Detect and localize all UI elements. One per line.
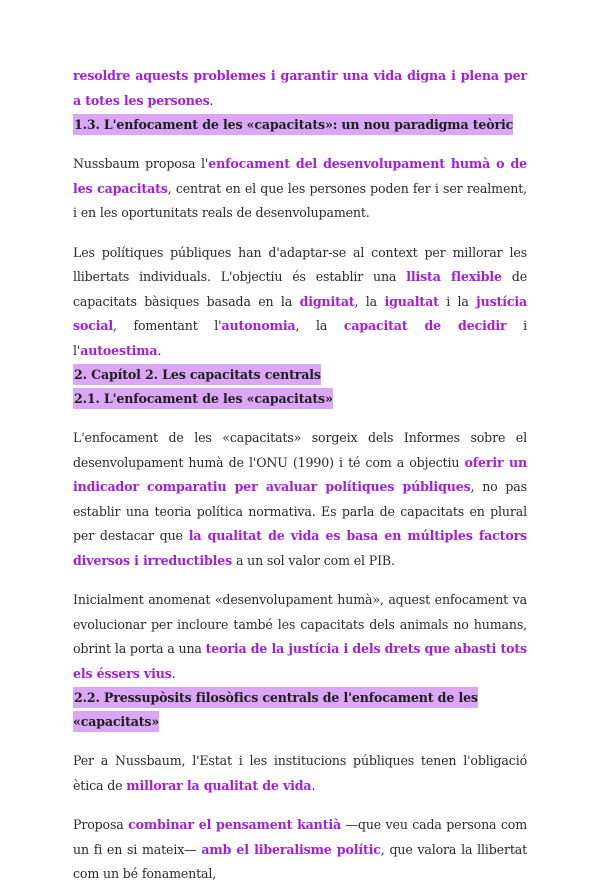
highlighted-text: millorar la qualitat de vida <box>126 777 312 793</box>
paragraph-text: L'enfocament de les «capacitats» sorgeix dels Informes sobre el desenvolupament humà de l'ONU (1990) i té com a objectiu <box>73 430 527 470</box>
paragraph-human-development <box>73 588 527 686</box>
heading-text: 2.2. Pressupòsits filosòfics centrals de l'enfocament de les «capacitats» <box>73 687 478 732</box>
highlighted-text: dignitat <box>299 293 355 309</box>
paragraph-capabilities-origin <box>73 426 527 573</box>
paragraph-state-obligation <box>73 749 527 798</box>
paragraph-text: —que veu cada persona com un fi en si mateix— <box>73 817 528 857</box>
paragraph-text: Per a Nussbaum, l'Estat i les institucions públiques tenen l'obligació ètica de <box>73 753 527 793</box>
paragraph-text: i la <box>438 293 477 309</box>
section-heading-1-3 <box>73 113 527 137</box>
paragraph-text: . <box>311 777 316 793</box>
paragraph-public-policies <box>73 241 527 364</box>
highlighted-text: autonomia <box>221 318 296 333</box>
paragraph-intro-continuation <box>73 64 527 113</box>
paragraph-kantian-liberalism <box>73 813 527 887</box>
paragraph-text: i l' <box>73 318 528 358</box>
heading-text: 2.1. L'enfocament de les «capacitats» <box>73 388 333 409</box>
paragraph-text: , la <box>295 318 344 333</box>
highlighted-text: justícia social <box>73 293 527 333</box>
highlighted-text: igualtat <box>384 293 439 309</box>
paragraph-text: , fomentant l' <box>113 318 222 333</box>
paragraph-text: . <box>209 92 214 108</box>
paragraph-text: , que valora la llibertat com un bé fonamental, <box>73 841 528 881</box>
paragraph-text: . <box>157 342 162 358</box>
highlighted-text: autoestima <box>80 342 158 358</box>
paragraph-text: , la <box>354 293 385 309</box>
highlighted-text: amb el liberalisme polític <box>201 841 381 857</box>
highlighted-text: oferir un indicador comparatiu per avaluar polítiques públiques <box>73 454 528 494</box>
section-heading-2-2 <box>73 686 527 734</box>
highlighted-text: enfocament del desenvolupament humà o de les capacitats <box>73 156 527 196</box>
highlighted-text: teoria de la justícia i dels drets que abasti tots els éssers vius <box>73 641 527 681</box>
highlighted-text: combinar el pensament kantià <box>128 817 341 832</box>
paragraph-text: , centrat en el que les persones poden fer i ser realment, i en les oportunitats reals de desenvolupament. <box>73 180 527 220</box>
paragraph-text: Les polítiques públiques han d'adaptar-se al context per millorar les llibertats individuals. L'objectiu és establir una <box>73 244 527 284</box>
paragraph-text: , no pas establir una teoria política normativa. Es parla de capacitats en plural per destacar que <box>73 479 527 543</box>
paragraph-text: Inicialment anomenat «desenvolupament humà», aquest enfocament va evolucionar per incloure també les capacitats dels animals no humans, obrint la porta a una <box>73 592 527 656</box>
paragraph-text: Proposa <box>73 817 129 832</box>
highlighted-text: resoldre aquests problemes i garantir una vida digna i plena per a totes les persones <box>73 68 527 108</box>
heading-text: 2. Capítol 2. Les capacitats centrals <box>73 364 321 385</box>
paragraph-text: a un sol valor com el PIB. <box>232 552 395 568</box>
paragraph-nussbaum-proposal <box>73 152 527 226</box>
highlighted-text: la qualitat de vida es basa en múltiples factors diversos i irreductibles <box>73 528 527 568</box>
paragraph-text: Nussbaum proposa l' <box>73 156 209 171</box>
heading-text: 1.3. L'enfocament de les «capacitats»: un nou paradigma teòric <box>73 114 513 135</box>
highlighted-text: llista flexible <box>406 269 502 284</box>
section-heading-2-1 <box>73 387 527 411</box>
chapter-heading-2 <box>73 363 527 387</box>
paragraph-text: . <box>171 665 176 681</box>
highlighted-text: capacitat de decidir <box>343 318 507 333</box>
paragraph-text: de capacitats bàsiques basada en la <box>73 269 527 309</box>
